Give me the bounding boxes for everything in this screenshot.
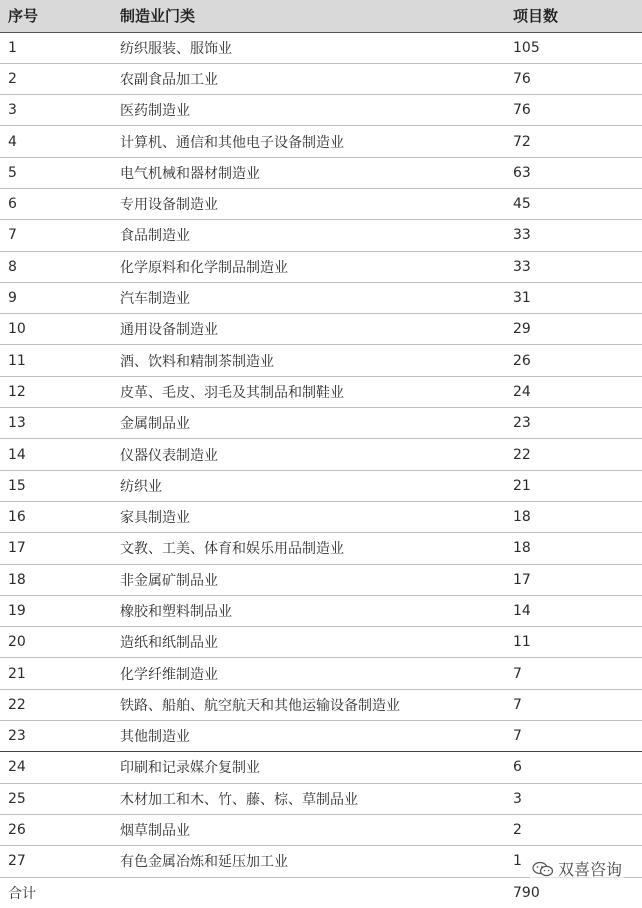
table-row <box>0 32 642 63</box>
row-category: 家具制造业 <box>112 501 505 532</box>
row-index: 21 <box>0 658 112 689</box>
row-count: 7 <box>505 658 642 689</box>
table-row <box>0 814 642 845</box>
table-row <box>0 721 642 752</box>
watermark-text: 双喜咨询 <box>557 860 622 879</box>
row-count: 18 <box>505 501 642 532</box>
table-row <box>0 251 642 282</box>
row-category: 计算机、通信和其他电子设备制造业 <box>112 126 505 157</box>
row-index: 16 <box>0 501 112 532</box>
row-index: 15 <box>0 470 112 501</box>
row-count: 76 <box>505 63 642 94</box>
row-category: 医药制造业 <box>112 95 505 126</box>
watermark <box>530 857 624 880</box>
row-category: 木材加工和木、竹、藤、棕、草制品业 <box>112 783 505 814</box>
row-category: 汽车制造业 <box>112 282 505 313</box>
row-category: 仪器仪表制造业 <box>112 439 505 470</box>
table-row <box>0 188 642 219</box>
table-row <box>0 439 642 470</box>
row-index: 7 <box>0 220 112 251</box>
row-count: 24 <box>505 376 642 407</box>
row-index: 10 <box>0 314 112 345</box>
header-index: 序号 <box>0 0 112 32</box>
row-index: 14 <box>0 439 112 470</box>
row-count: 2 <box>505 814 642 845</box>
row-category: 专用设备制造业 <box>112 188 505 219</box>
row-index: 18 <box>0 564 112 595</box>
wechat-icon <box>532 861 554 877</box>
row-index: 6 <box>0 188 112 219</box>
row-category: 有色金属冶炼和延压加工业 <box>112 846 505 877</box>
row-category: 印刷和记录媒介复制业 <box>112 752 505 783</box>
row-category: 皮革、毛皮、羽毛及其制品和制鞋业 <box>112 376 505 407</box>
row-index: 25 <box>0 783 112 814</box>
table-row <box>0 314 642 345</box>
row-index: 13 <box>0 408 112 439</box>
row-count: 45 <box>505 188 642 219</box>
row-count: 22 <box>505 439 642 470</box>
row-index: 26 <box>0 814 112 845</box>
row-count: 7 <box>505 721 642 752</box>
table-row <box>0 157 642 188</box>
table-row <box>0 689 642 720</box>
row-index: 3 <box>0 95 112 126</box>
table-row <box>0 501 642 532</box>
total-label: 合计 <box>8 885 36 902</box>
row-category: 烟草制品业 <box>112 814 505 845</box>
row-index: 11 <box>0 345 112 376</box>
row-index: 5 <box>0 157 112 188</box>
row-count: 33 <box>505 251 642 282</box>
row-category: 非金属矿制品业 <box>112 564 505 595</box>
row-index: 19 <box>0 595 112 626</box>
table-header-row <box>0 0 642 32</box>
row-count: 14 <box>505 595 642 626</box>
row-index: 22 <box>0 689 112 720</box>
row-index: 23 <box>0 721 112 752</box>
table-row <box>0 408 642 439</box>
row-category: 食品制造业 <box>112 220 505 251</box>
total-row <box>0 877 642 908</box>
row-count: 11 <box>505 627 642 658</box>
row-index: 8 <box>0 251 112 282</box>
table-row <box>0 470 642 501</box>
row-count: 18 <box>505 533 642 564</box>
table-row <box>0 533 642 564</box>
total-empty <box>112 877 505 908</box>
row-index: 4 <box>0 126 112 157</box>
row-count: 21 <box>505 470 642 501</box>
row-category: 橡胶和塑料制品业 <box>112 595 505 626</box>
row-category: 化学原料和化学制品制造业 <box>112 251 505 282</box>
row-index: 1 <box>0 32 112 63</box>
row-index: 24 <box>0 752 112 783</box>
row-count: 3 <box>505 783 642 814</box>
row-category: 其他制造业 <box>112 721 505 752</box>
header-category: 制造业门类 <box>112 0 505 32</box>
table-row <box>0 376 642 407</box>
row-category: 造纸和纸制品业 <box>112 627 505 658</box>
row-count: 7 <box>505 689 642 720</box>
row-count: 23 <box>505 408 642 439</box>
row-count: 31 <box>505 282 642 313</box>
table-row <box>0 220 642 251</box>
row-category: 铁路、船舶、航空航天和其他运输设备制造业 <box>112 689 505 720</box>
row-count: 76 <box>505 95 642 126</box>
row-index: 2 <box>0 63 112 94</box>
row-count: 29 <box>505 314 642 345</box>
row-category: 金属制品业 <box>112 408 505 439</box>
row-category: 文教、工美、体育和娱乐用品制造业 <box>112 533 505 564</box>
table-row <box>0 63 642 94</box>
row-category: 电气机械和器材制造业 <box>112 157 505 188</box>
total-value: 790 <box>513 884 540 901</box>
table-row <box>0 126 642 157</box>
table-row <box>0 282 642 313</box>
table-row <box>0 345 642 376</box>
table-row <box>0 783 642 814</box>
table-row <box>0 752 642 783</box>
row-category: 农副食品加工业 <box>112 63 505 94</box>
row-category: 通用设备制造业 <box>112 314 505 345</box>
row-category: 纺织业 <box>112 470 505 501</box>
row-category: 纺织服装、服饰业 <box>112 32 505 63</box>
table-row <box>0 658 642 689</box>
row-count: 26 <box>505 345 642 376</box>
row-count: 33 <box>505 220 642 251</box>
table-row <box>0 564 642 595</box>
row-count: 1 <box>505 846 642 877</box>
row-count: 17 <box>505 564 642 595</box>
row-count: 6 <box>505 752 642 783</box>
row-category: 酒、饮料和精制茶制造业 <box>112 345 505 376</box>
row-index: 9 <box>0 282 112 313</box>
row-count: 105 <box>505 32 642 63</box>
table-row <box>0 595 642 626</box>
row-index: 27 <box>0 846 112 877</box>
table-row <box>0 95 642 126</box>
row-count: 72 <box>505 126 642 157</box>
row-category: 化学纤维制造业 <box>112 658 505 689</box>
row-index: 12 <box>0 376 112 407</box>
table-row <box>0 627 642 658</box>
row-index: 20 <box>0 627 112 658</box>
row-count: 63 <box>505 157 642 188</box>
row-index: 17 <box>0 533 112 564</box>
header-count: 项目数 <box>505 0 642 32</box>
